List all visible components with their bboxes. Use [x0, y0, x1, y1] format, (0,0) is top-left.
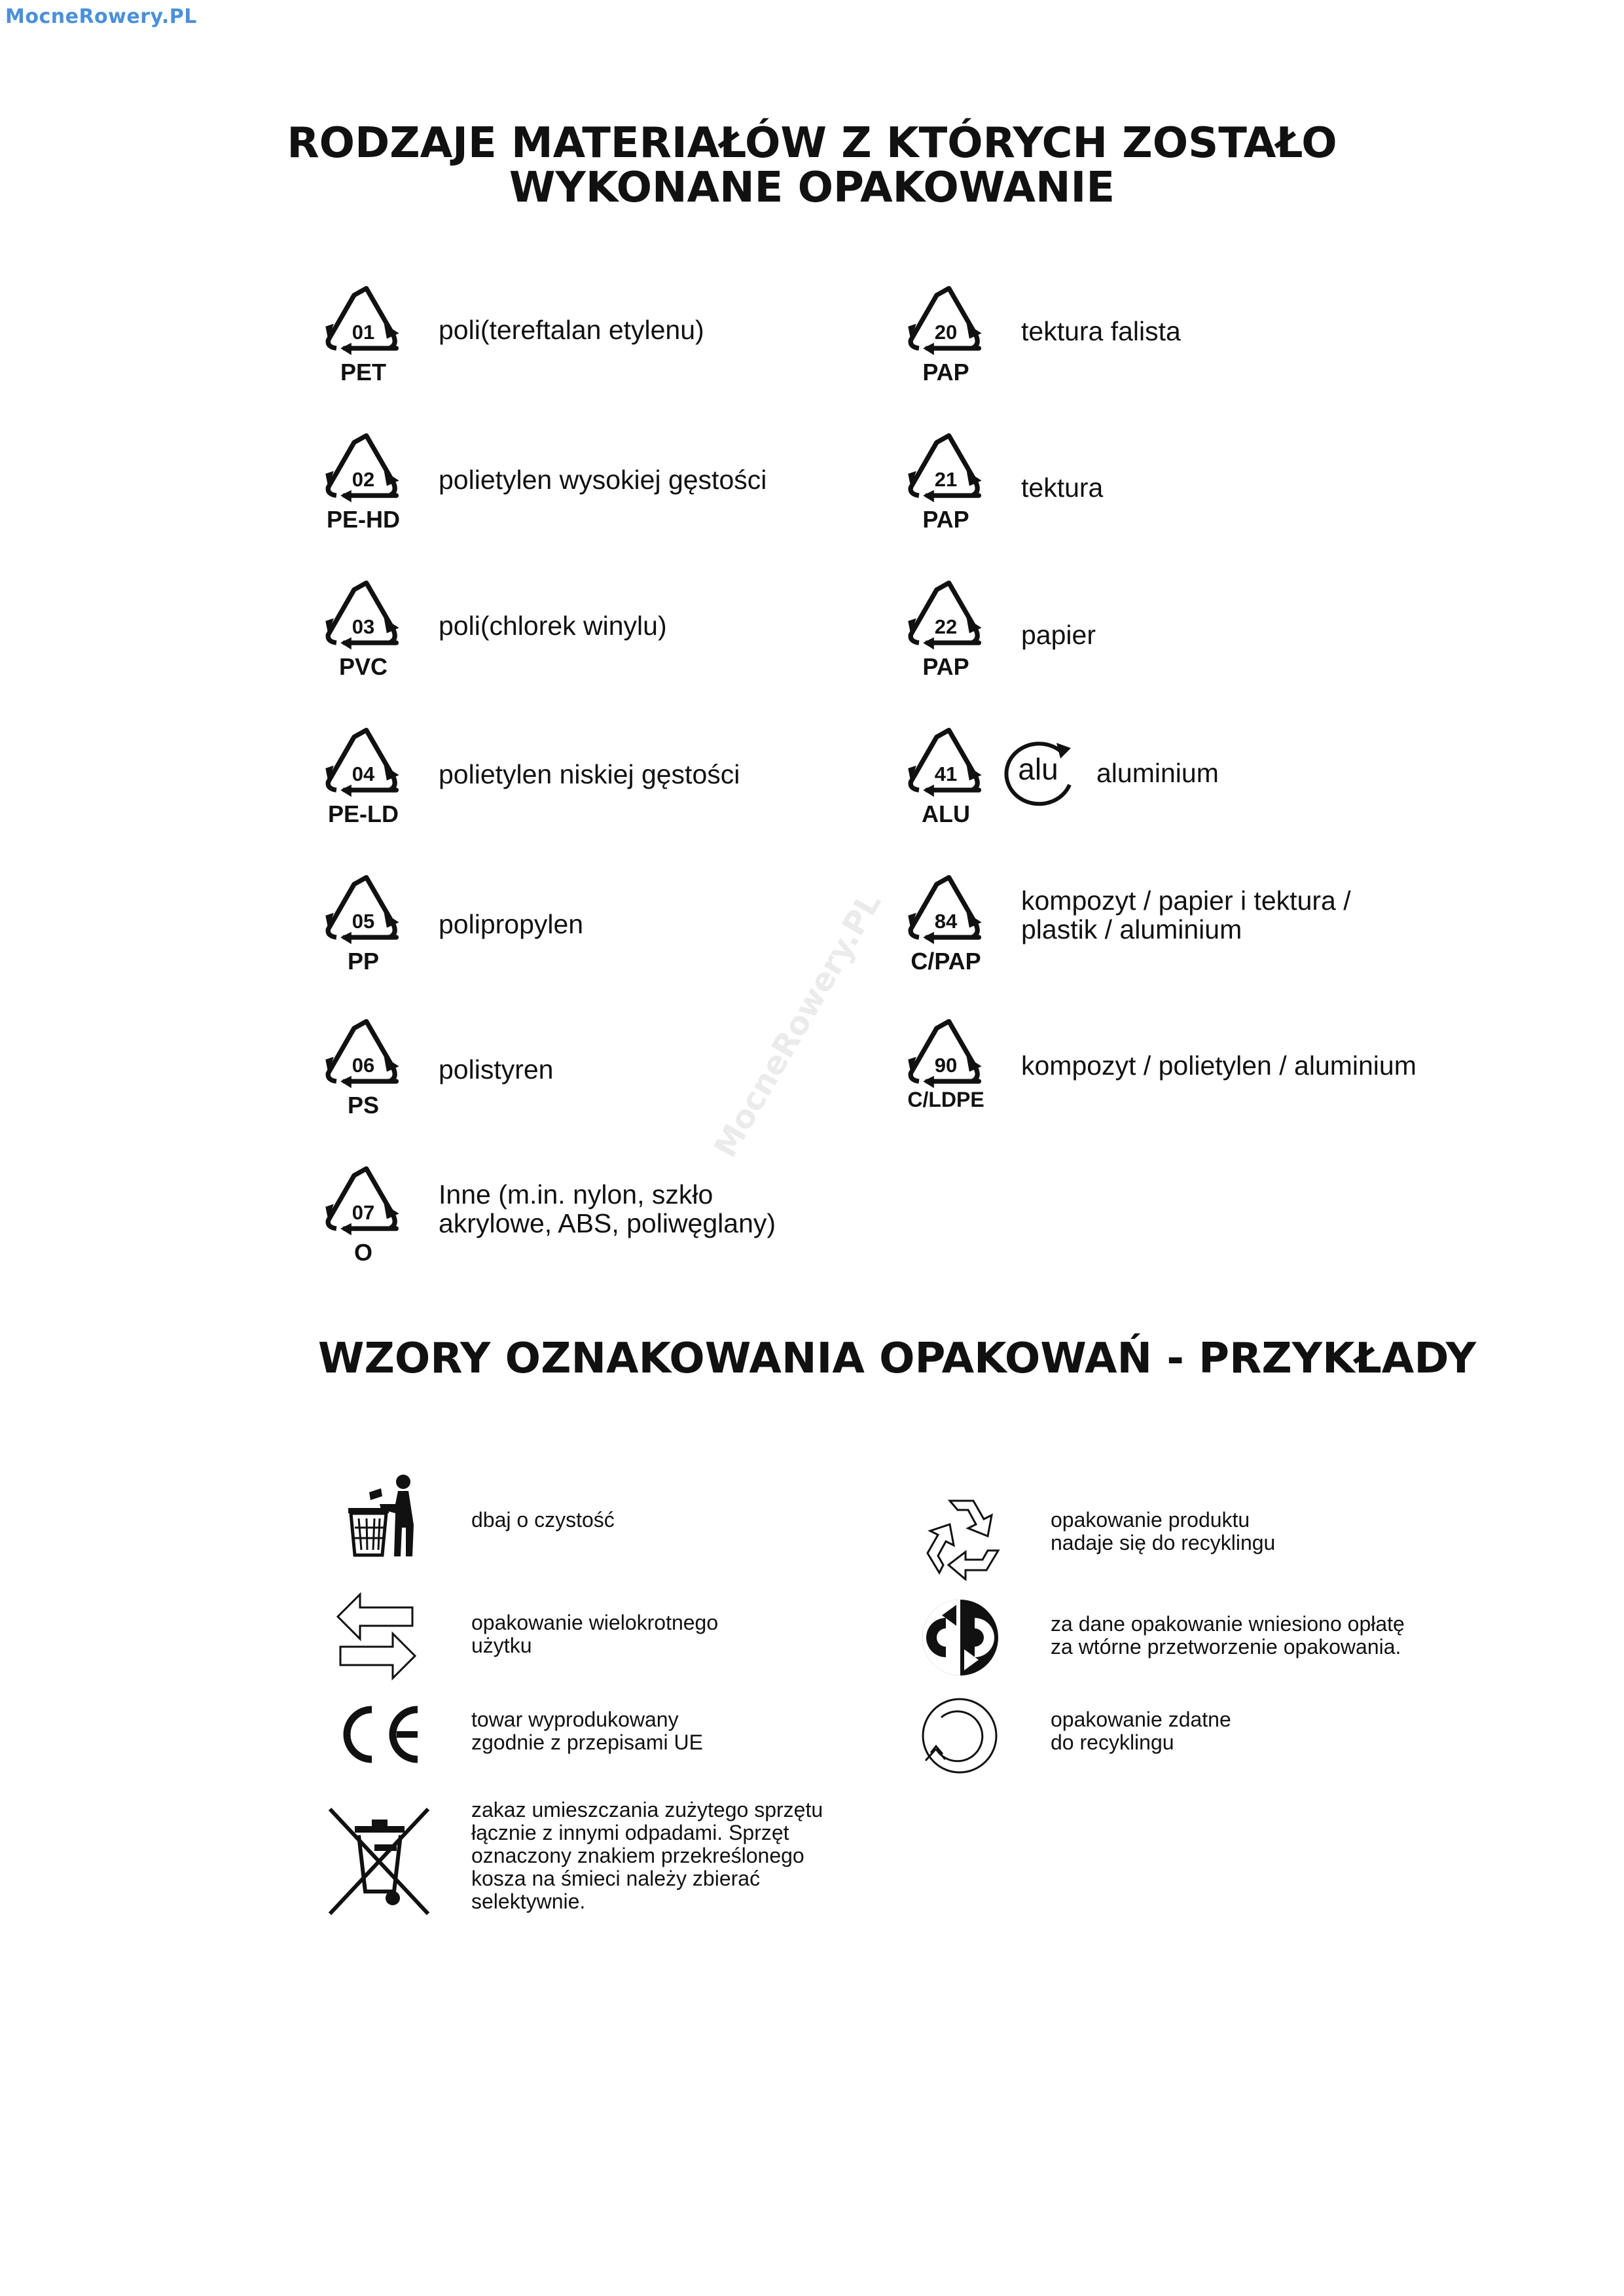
material-desc: polietylen wysokiej gęstości	[439, 465, 767, 495]
material-code: 22	[934, 615, 958, 638]
crossed-bin-icon	[327, 1806, 432, 1918]
section-title-materials	[0, 121, 1624, 210]
material-desc: kompozyt / papier i tektura / plastik / aluminium	[1021, 886, 1351, 944]
material-code: 41	[934, 762, 958, 785]
material-abbr: C/LDPE	[907, 1088, 984, 1111]
material-code: 07	[352, 1201, 375, 1224]
material-code: 02	[352, 468, 375, 491]
example-text: za dane opakowanie wniesiono opłatę za wtórne przetworzenie opakowania.	[1051, 1612, 1405, 1659]
material-abbr: PVC	[338, 653, 388, 680]
example-text: dbaj o czystość	[471, 1508, 615, 1532]
material-abbr: C/PAP	[911, 948, 981, 975]
material-desc: poli(tereftalan etylenu)	[439, 315, 704, 345]
material-desc: papier	[1021, 620, 1096, 650]
material-desc: poli(chlorek winylu)	[439, 611, 667, 641]
material-code: 01	[352, 321, 375, 344]
title-line-2: WYKONANE OPAKOWANIE	[509, 164, 1115, 212]
example-text: opakowanie wielokrotnego użytku	[471, 1611, 719, 1657]
example-text: zakaz umieszczania zużytego sprzętu łącznie z innymi odpadami. Sprzęt oznaczony znakiem przekreślonego kosza na śmieci należy zbierać selektywnie.	[471, 1798, 823, 1913]
mobius-loop-icon	[920, 1496, 1005, 1581]
example-text: opakowanie zdatne do recyklingu	[1051, 1708, 1231, 1754]
material-abbr: ALU	[922, 800, 970, 827]
material-desc: polistyren	[439, 1054, 554, 1085]
green-dot-icon	[920, 1597, 1005, 1682]
title-line-1: RODZAJE MATERIAŁÓW Z KTÓRYCH ZOSTAŁO	[287, 119, 1337, 168]
material-desc: Inne (m.in. nylon, szkło akrylowe, ABS, poliwęglany)	[439, 1179, 776, 1238]
material-abbr: PAP	[922, 506, 969, 533]
example-text: opakowanie produktu nadaje się do recyklingu	[1051, 1508, 1276, 1554]
section-title-examples: WZORY OZNAKOWANIA OPAKOWAŃ - PRZYKŁADY	[317, 1335, 1477, 1383]
reusable-arrows-icon	[334, 1590, 419, 1682]
ce-mark-icon	[334, 1702, 425, 1767]
material-code: 84	[934, 910, 958, 933]
material-abbr: PAP	[922, 359, 969, 386]
watermark: MocneRowery.PL	[707, 886, 889, 1164]
material-desc: polipropylen	[439, 909, 584, 939]
material-code: 21	[934, 468, 958, 491]
material-abbr: PAP	[922, 653, 969, 680]
material-abbr: PP	[347, 948, 380, 975]
material-desc: polietylen niskiej gęstości	[439, 759, 740, 789]
alu-badge-label: alu	[1018, 752, 1058, 786]
material-desc: tektura	[1021, 473, 1104, 503]
recyclable-circle-icon	[916, 1695, 1001, 1780]
material-code: 20	[934, 321, 958, 344]
material-desc: kompozyt / polietylen / aluminium	[1021, 1050, 1416, 1081]
material-abbr: PS	[347, 1092, 380, 1119]
alu-recycling-badge-icon	[1001, 736, 1080, 808]
material-code: 04	[352, 762, 375, 785]
material-code: 03	[352, 615, 375, 638]
material-desc: aluminium	[1096, 758, 1219, 788]
tidyman-icon	[340, 1473, 425, 1558]
example-text: towar wyprodukowany zgodnie z przepisami UE	[471, 1708, 703, 1754]
material-code: 06	[352, 1054, 375, 1077]
material-code: 90	[934, 1054, 958, 1077]
material-abbr: O	[353, 1239, 372, 1266]
material-desc: tektura falista	[1021, 316, 1181, 346]
brand-logo: MocneRowery.PL	[5, 5, 197, 28]
material-code: 05	[352, 910, 375, 933]
material-abbr: PE-LD	[328, 800, 399, 827]
material-abbr: PET	[340, 359, 386, 386]
material-abbr: PE-HD	[326, 506, 400, 533]
